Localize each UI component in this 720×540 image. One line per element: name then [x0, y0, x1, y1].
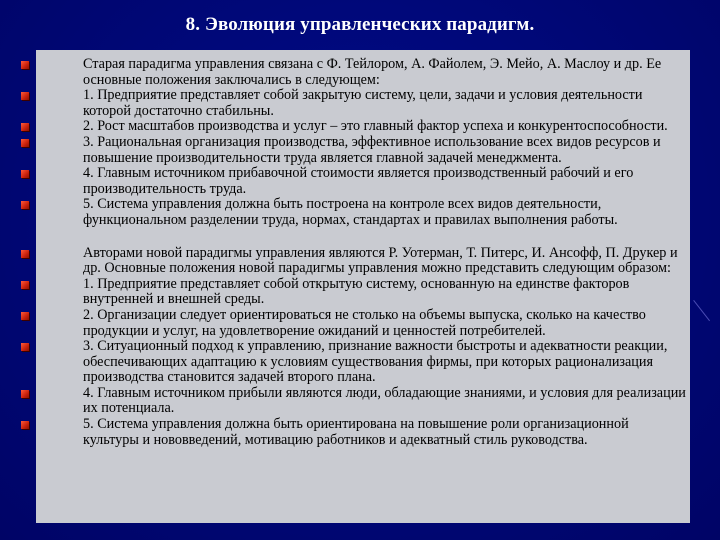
- list-item-text: 5. Система управления должна быть построена на контроле всех видов деятельности, функциональном разделении труда, нормах, стандартах и правилах выполнения работы.: [83, 196, 618, 228]
- bullet-square-icon: [21, 92, 29, 100]
- list-item: [46, 119, 686, 135]
- list-item-text: Авторами новой парадигмы управления являются Р. Уотерман, Т. Питерс, И. Ансофф, П. Друкер и др. Основные положения новой парадигмы управления можно представить следующим образом:: [83, 244, 678, 277]
- group-spacer: [46, 229, 686, 246]
- slide-title: 8. Эволюция управленческих парадигм.: [185, 14, 535, 35]
- bullet-square-icon: [21, 139, 29, 147]
- bullet-square-icon: [21, 250, 29, 258]
- content-panel: [36, 50, 690, 523]
- list-item-text: 2. Рост масштабов производства и услуг – это главный фактор успеха и конкурентоспособности.: [83, 118, 668, 135]
- list-item: [46, 246, 686, 277]
- list-item: [46, 88, 686, 119]
- list-item: [46, 339, 686, 386]
- bullet-square-icon: [21, 123, 29, 131]
- list-item-text: 3. Ситуационный подход к управлению, признание важности быстроты и адекватности реакции, обеспечивающих адаптацию к условиям существования фирмы, при которых рационализация производства становится задачей второго плана.: [83, 338, 668, 386]
- bullet-square-icon: [21, 170, 29, 178]
- list-item: [46, 57, 686, 88]
- bullet-square-icon: [21, 343, 29, 351]
- list-item: [46, 135, 686, 166]
- list-item: [46, 197, 686, 228]
- list-item-text: 1. Предприятие представляет собой закрытую систему, цели, задачи и условия деятельности которой достаточно стабильны.: [83, 87, 643, 119]
- list-item: [46, 386, 686, 417]
- list-item-text: Старая парадигма управления связана с Ф. Тейлором, А. Файолем, Э. Мейо, А. Маслоу и др. Ее основные положения заключались в следующем:: [83, 56, 662, 88]
- list-item-text: 5. Система управления должна быть ориентирована на повышение роли организационной культуры и нововведений, мотивацию работников и адекватный стиль руководства.: [83, 416, 629, 448]
- list-item-text: 3. Рациональная организация производства, эффективное использование всех видов ресурсов и повышение производительности труда является главной задачей менеджмента.: [83, 133, 661, 166]
- list-item-text: 1. Предприятие представляет собой открытую систему, основанную на единстве факторов внутренней и внешней среды.: [83, 275, 630, 308]
- bullet-square-icon: [21, 312, 29, 320]
- bullet-square-icon: [21, 390, 29, 398]
- bullet-list: [46, 57, 686, 448]
- list-item-text: 4. Главным источником прибавочной стоимости является производственный рабочий и его производительность труда.: [83, 165, 634, 197]
- list-item: [46, 277, 686, 308]
- bullet-square-icon: [21, 61, 29, 69]
- list-item-text: 2. Организации следует ориентироваться не столько на объемы выпуска, сколько на качество продукции и услуг, на удовлетворение ожиданий и ценностей потребителей.: [83, 306, 646, 339]
- list-item: [46, 417, 686, 448]
- bullet-square-icon: [21, 421, 29, 429]
- list-item: [46, 166, 686, 197]
- bullet-square-icon: [21, 201, 29, 209]
- list-item: [46, 308, 686, 339]
- list-item-text: 4. Главным источником прибыли являются люди, обладающие знаниями, и условия для реализации их потенциала.: [83, 384, 686, 417]
- bullet-square-icon: [21, 281, 29, 289]
